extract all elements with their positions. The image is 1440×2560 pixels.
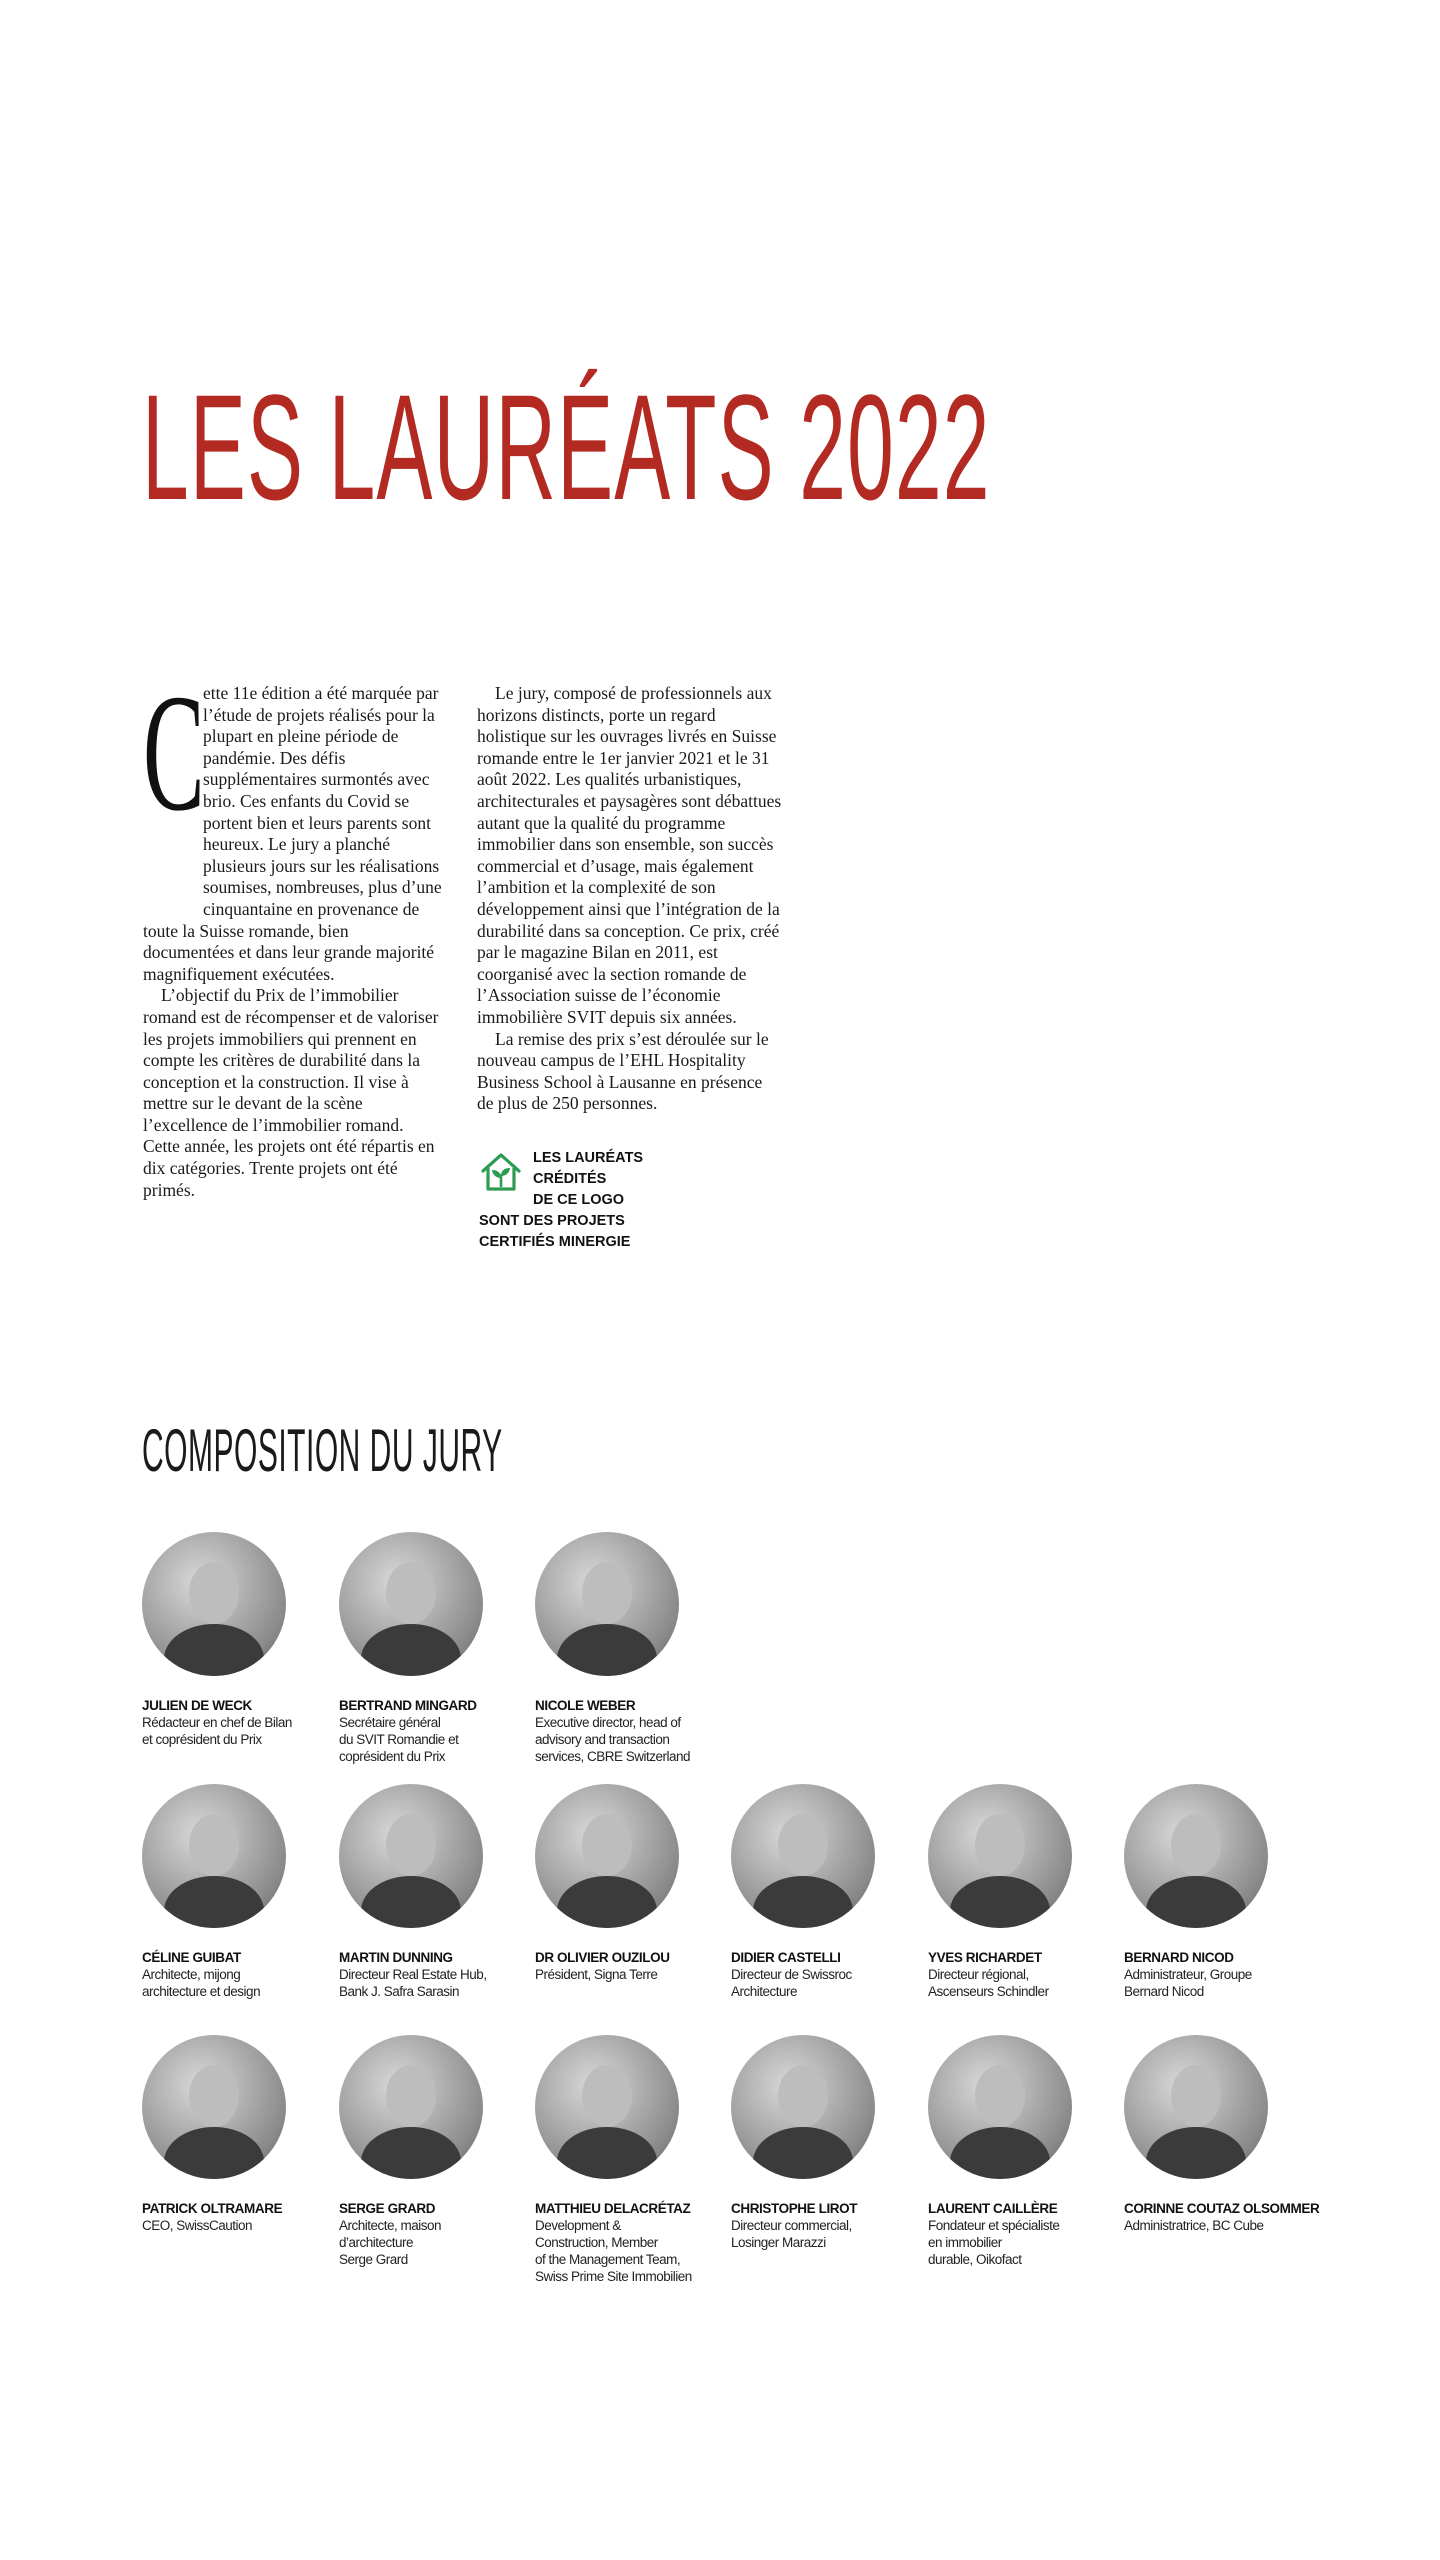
member-name: CHRISTOPHE LIROT [731,2201,858,2216]
jury-member [339,2035,535,2268]
jury-member [1124,2035,1364,2234]
intro-column-left [143,660,443,1201]
member-name: DIDIER CASTELLI [731,1950,841,1965]
avatar [142,1784,286,1928]
intro-column-right [477,683,783,1115]
jury-member [142,1784,338,2000]
minergie-line-2: CRÉDITÉS [533,1171,607,1187]
page-title: LES LAURÉATS 2022 [142,363,991,531]
member-name: LAURENT CAILLÈRE [928,2201,1058,2216]
member-name: PATRICK OLTRAMARE [142,2201,283,2216]
jury-member [142,1532,338,1748]
jury-heading: COMPOSITION DU JURY [142,1417,503,1484]
member-role: Administrateur, Groupe Bernard Nicod [1124,1967,1252,1999]
avatar [142,2035,286,2179]
member-name: BERTRAND MINGARD [339,1698,477,1713]
member-name: BERNARD NICOD [1124,1950,1234,1965]
member-role: Architecte, maison d’architecture Serge Grard [339,2218,442,2267]
avatar [731,2035,875,2179]
avatar [928,1784,1072,1928]
jury-member [142,2035,338,2234]
member-role: CEO, SwissCaution [142,2218,253,2233]
jury-member [731,1784,927,2000]
member-name: SERGE GRARD [339,2201,436,2216]
jury-member [535,1784,731,1983]
member-name: MARTIN DUNNING [339,1950,453,1965]
minergie-line-1: LES LAURÉATS [533,1150,644,1166]
member-role: Secrétaire général du SVIT Romandie et coprésident du Prix [339,1715,459,1764]
jury-member [928,2035,1124,2268]
member-role: Executive director, head of advisory and transaction services, CBRE Switzerland [535,1715,691,1764]
avatar [535,2035,679,2179]
member-name: CÉLINE GUIBAT [142,1950,241,1965]
avatar [142,1532,286,1676]
intro-paragraph-4: La remise des prix s’est déroulée sur le nouveau campus de l’EHL Hospitality Business School à Lausanne en présence de plus de 250 personnes. [477,1028,769,1114]
avatar [1124,2035,1268,2179]
avatar [535,1784,679,1928]
member-role: Directeur de Swissroc Architecture [731,1967,852,1999]
member-name: MATTHIEU DELACRÉTAZ [535,2201,691,2216]
avatar [1124,1784,1268,1928]
member-name: CORINNE COUTAZ OLSOMMER [1124,2201,1320,2216]
intro-paragraph-3: Le jury, composé de professionnels aux horizons distincts, porte un regard holistique sur les ouvrages livrés en Suisse romande entre le 1er janvier 2021 et le 31 août 2022. Les qualités urbanistiques, architecturales et paysagères sont débattues autant que la qualité du programme immobilier dans son ensemble, son succès commercial et d’usage, mais également l’ambition et la complexité de son développement ainsi que l’intégration de la durabilité dans sa conception. Ce prix, créé par le magazine Bilan en 2011, est coorganisé avec la section romande de l’Association suisse de l’économie immobilière SVIT depuis six années. [477,683,782,1027]
jury-member [535,1532,731,1765]
avatar [535,1532,679,1676]
avatar [731,1784,875,1928]
intro-paragraph-1: ette 11e édition a été marquée par l’étude de projets réalisés pour la plupart en pleine période de pandémie. Des défis supplémentaires surmontés avec brio. Ces enfants du Covid se portent bien et leurs parents sont heureux. Le jury a planché plusieurs jours sur les réalisations soumises, nombreuses, plus d’une cinquantaine en provenance de toute la Suisse romande, bien documentées et dans leur grande majorité magnifiquement exécutées. [143,683,442,984]
member-role: Directeur commercial, Losinger Marazzi [731,2218,852,2250]
member-role: Directeur Real Estate Hub, Bank J. Safra Sarasin [339,1967,487,1999]
member-name: NICOLE WEBER [535,1698,636,1713]
member-role: Directeur régional, Ascenseurs Schindler [928,1967,1049,1999]
member-role: Architecte, mijong architecture et design [142,1967,261,1999]
member-role: Development & Construction, Member of the Management Team, Swiss Prime Site Immobilien [535,2218,692,2284]
minergie-note [479,1148,719,1253]
jury-member [1124,1784,1320,2000]
jury-member [339,1532,535,1765]
avatar [928,2035,1072,2179]
jury-member [928,1784,1124,2000]
minergie-line-4: SONT DES PROJETS [479,1213,625,1229]
avatar [339,1784,483,1928]
minergie-line-3: DE CE LOGO [533,1192,625,1208]
avatar [339,1532,483,1676]
member-name: YVES RICHARDET [928,1950,1042,1965]
member-role: Président, Signa Terre [535,1967,658,1982]
jury-member [339,1784,535,2000]
member-name: JULIEN DE WECK [142,1698,252,1713]
member-role: Rédacteur en chef de Bilan et coprésident du Prix [142,1715,292,1747]
member-name: DR OLIVIER OUZILOU [535,1950,670,1965]
drop-cap: C [143,660,205,846]
house-leaf-icon [479,1150,523,1194]
member-role: Administratrice, BC Cube [1124,2218,1264,2233]
jury-member [731,2035,927,2251]
member-role: Fondateur et spécialiste en immobilier durable, Oikofact [928,2218,1060,2267]
intro-paragraph-2: L’objectif du Prix de l’immobilier romand est de récompenser et de valoriser les projets immobiliers qui prennent en compte les critères de durabilité dans la conception et la construction. Il vise à mettre sur le devant de la scène l’excellence de l’immobilier romand. Cette année, les projets ont été répartis en dix catégories. Trente projets ont été primés. [143,985,439,1200]
minergie-line-5: CERTIFIÉS MINERGIE [479,1234,631,1250]
avatar [339,2035,483,2179]
jury-member [535,2035,731,2285]
